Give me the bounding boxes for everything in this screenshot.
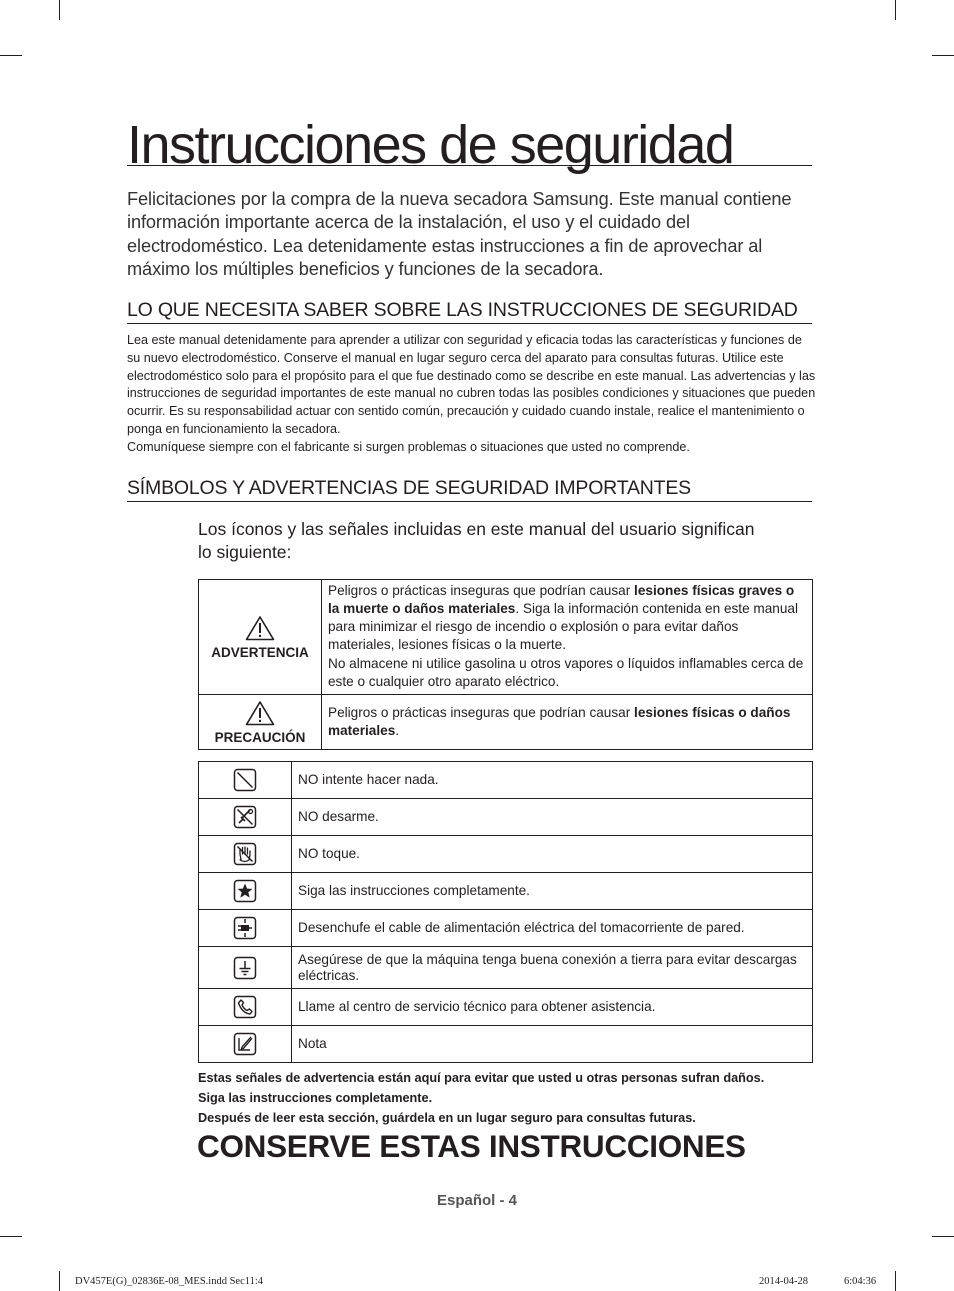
crop-mark	[59, 1271, 60, 1291]
warning-triangle-icon	[245, 700, 275, 726]
caution-text	[328, 704, 806, 740]
safety-notes	[198, 1068, 838, 1128]
page-title-text: Instrucciones de seguridad	[127, 115, 734, 175]
symbol-icon-cell	[199, 910, 292, 947]
symbol-text: Desenchufe el cable de alimentación eléctrica del tomacorriente de pared.	[292, 910, 813, 947]
symbols-table	[198, 761, 813, 1063]
crop-mark	[932, 1236, 954, 1237]
page-number: Español - 4	[436, 1192, 518, 1209]
page-title	[127, 112, 812, 175]
warning-label: ADVERTENCIA	[211, 644, 309, 660]
section-heading-safety-instructions: LO QUE NECESITA SABER SOBRE LAS INSTRUCCIONES DE SEGURIDAD	[127, 298, 812, 324]
warning-text-normal: Peligros o prácticas inseguras que podrían causar	[328, 583, 635, 599]
caution-label: PRECAUCIÓN	[214, 729, 306, 745]
caution-description	[322, 695, 813, 750]
symbol-text: NO desarme.	[292, 799, 813, 836]
crop-mark	[895, 0, 896, 20]
caution-text-normal: .	[395, 722, 400, 738]
symbol-row	[199, 1026, 813, 1063]
warning-text	[328, 582, 806, 653]
caution-text-bold: lesiones físicas o daños materiales	[328, 704, 791, 738]
warning-text-normal: . Siga la información contenida en este manual para minimizar el riesgo de incendio o explosión o para evitar daños materiales, lesiones físicas o la muerte.	[328, 600, 798, 652]
symbol-text: Asegúrese de que la máquina tenga buena conexión a tierra para evitar descargas eléctricas.	[292, 947, 813, 989]
warning-extra-text: No almacene ni utilice gasolina u otros vapores o líquidos inflamables cerca de este o cualquier otro aparato eléctrico.	[328, 656, 804, 690]
symbol-icon-cell	[199, 799, 292, 836]
slug-time: 6:04:36	[844, 1276, 877, 1287]
note-line: Después de leer esta sección, guárdela en un lugar seguro para consultas futuras.	[198, 1111, 696, 1125]
no-touch-icon	[233, 842, 257, 866]
symbol-text: Llame al centro de servicio técnico para obtener asistencia.	[292, 989, 813, 1026]
symbol-row	[199, 799, 813, 836]
phone-icon	[233, 995, 257, 1019]
symbol-row	[199, 836, 813, 873]
note-icon	[233, 1032, 257, 1056]
crop-mark	[895, 1271, 896, 1291]
symbol-text: Siga las instrucciones completamente.	[292, 873, 813, 910]
caution-text-normal: Peligros o prácticas inseguras que podrían causar	[328, 704, 635, 720]
symbol-icon-cell	[199, 989, 292, 1026]
safety-paragraph: Comuníquese siempre con el fabricante si surgen problemas o situaciones que usted no comprende.	[127, 439, 690, 454]
slug-filename: DV457E(G)_02836E-08_MES.indd Sec11:4	[75, 1276, 264, 1287]
prohibited-icon	[233, 768, 257, 792]
symbol-icon-cell	[199, 947, 292, 989]
symbol-text: NO intente hacer nada.	[292, 762, 813, 799]
symbol-icon-cell	[199, 873, 292, 910]
symbol-row	[199, 947, 813, 989]
section-heading-symbols: SÍMBOLOS Y ADVERTENCIAS DE SEGURIDAD IMPORTANTES	[127, 476, 812, 502]
follow-instructions-icon	[233, 879, 257, 903]
symbols-lead-text: Los íconos y las señales incluidas en este manual del usuario significan lo siguiente:	[198, 519, 755, 562]
symbol-row	[199, 910, 813, 947]
warning-description	[322, 580, 813, 695]
symbol-icon-cell	[199, 836, 292, 873]
crop-mark	[59, 0, 60, 20]
caution-row	[199, 695, 813, 750]
safety-instructions-body	[127, 332, 817, 457]
symbol-row	[199, 762, 813, 799]
no-disassemble-icon	[233, 805, 257, 829]
warning-text-bold: lesiones físicas graves o la muerte o daños materiales	[328, 583, 795, 616]
symbol-row	[199, 989, 813, 1026]
intro-paragraph: Felicitaciones por la compra de la nueva secadora Samsung. Este manual contiene información importante acerca de la instalación, el uso y el cuidado del electrodoméstico. Lea detenidamente estas instrucciones a fin de aprovechar al máximo los múltiples beneficios y funciones de la secadora.	[127, 189, 792, 279]
symbol-text: Nota	[292, 1026, 813, 1063]
symbol-icon-cell	[199, 762, 292, 799]
safety-paragraph: Lea este manual detenidamente para aprender a utilizar con seguridad y eficacia todas las características y funciones de su nuevo electrodoméstico. Conserve el manual en lugar seguro cerca del aparato para consultas futuras. Utilice este electrodoméstico solo para el propósito para el que fue destinado como se describe en este manual. Las advertencias y las instrucciones de seguridad importantes de este manual no cubren todas las posibles condiciones y situaciones que pueden ocurrir. Es su responsabilidad actuar con sentido común, precaución y cuidado cuando instale, realice el mantenimiento o ponga en funcionamiento la secadora.	[127, 333, 816, 436]
conserve-heading: CONSERVE ESTAS INSTRUCCIONES	[197, 1128, 746, 1164]
caution-symbol-cell	[199, 695, 322, 750]
unplug-icon	[233, 916, 257, 940]
warning-symbol-cell	[199, 580, 322, 695]
symbol-row	[199, 873, 813, 910]
warning-triangle-icon	[245, 615, 275, 641]
note-line: Estas señales de advertencia están aquí para evitar que usted u otras personas sufran daños.	[198, 1071, 765, 1085]
crop-mark	[0, 55, 22, 56]
warning-row	[199, 580, 813, 695]
note-line: Siga las instrucciones completamente.	[198, 1091, 433, 1105]
symbol-text: NO toque.	[292, 836, 813, 873]
ground-icon	[233, 956, 257, 980]
crop-mark	[0, 1236, 22, 1237]
warning-levels-table	[198, 579, 813, 750]
symbol-icon-cell	[199, 1026, 292, 1063]
slug-date: 2014-04-28	[759, 1276, 808, 1287]
crop-mark	[932, 55, 954, 56]
